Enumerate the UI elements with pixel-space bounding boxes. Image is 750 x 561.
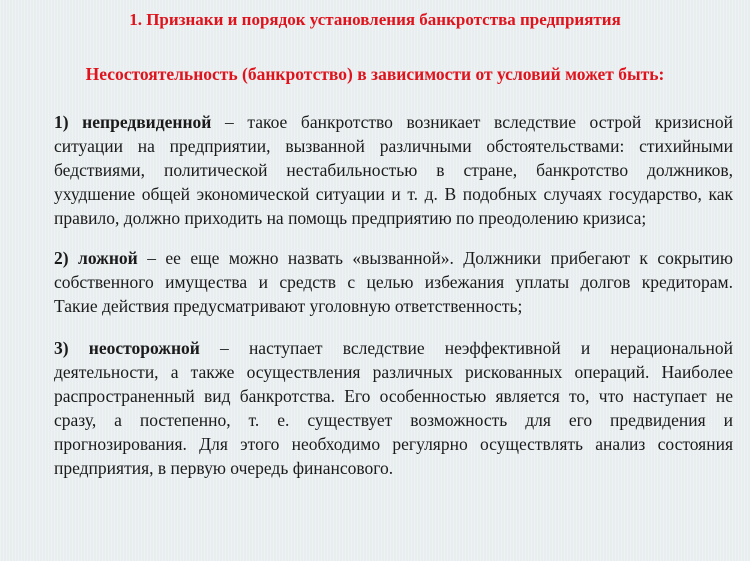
paragraph-line: правило, должно приходить на помощь предприятию по преодолению кризиса;: [54, 208, 647, 228]
paragraph-line: собственного имущества и средств с целью избежания уплаты долгов кредиторам.: [54, 272, 733, 292]
paragraph-line: [54, 246, 733, 270]
paragraph-line: ухудшение общей экономической ситуации и т. д. В подобных случаях государство, как: [54, 184, 733, 204]
line-text: – ее еще можно назвать «вызванной». Должники прибегают к сокрытию: [137, 248, 733, 268]
paragraph-line: прогнозирования. Для этого необходимо регулярно осуществлять анализ состояния: [54, 434, 733, 454]
paragraph-line: Такие действия предусматривают уголовную ответственность;: [54, 296, 523, 316]
term: 3) неосторожной: [54, 338, 200, 358]
slide-subtitle: Несостоятельность (банкротство) в зависимости от условий может быть:: [85, 64, 665, 84]
paragraph-false: [54, 246, 733, 318]
slide-title: 1. Признаки и порядок установления банкротства предприятия: [129, 10, 621, 29]
line-text: – такое банкротство возникает вследствие острой кризисной: [211, 112, 733, 132]
paragraph-line: бедствиями, политической нестабильностью в стране, банкротство должников,: [54, 160, 733, 180]
line-text: – наступает вследствие неэффективной и нерациональной: [199, 338, 733, 358]
paragraph-line: распространенный вид банкротства. Его особенностью является то, что наступает не: [54, 386, 733, 406]
paragraph-line: [54, 110, 733, 134]
paragraph-line: деятельности, а также осуществления различных рискованных операций. Наиболее: [54, 362, 733, 382]
term: 1) непредвиденной: [54, 112, 212, 132]
paragraph-unforeseen: [54, 110, 733, 230]
paragraph-careless: [54, 336, 733, 480]
paragraph-line: сразу, а постепенно, т. е. существует возможность для его предвидения и: [54, 410, 733, 430]
paragraph-line: ситуации на предприятии, вызванной различными обстоятельствами: стихийными: [54, 136, 733, 156]
term: 2) ложной: [54, 248, 138, 268]
paragraph-line: [54, 336, 733, 360]
paragraph-line: предприятия, в первую очередь финансового.: [54, 458, 394, 478]
